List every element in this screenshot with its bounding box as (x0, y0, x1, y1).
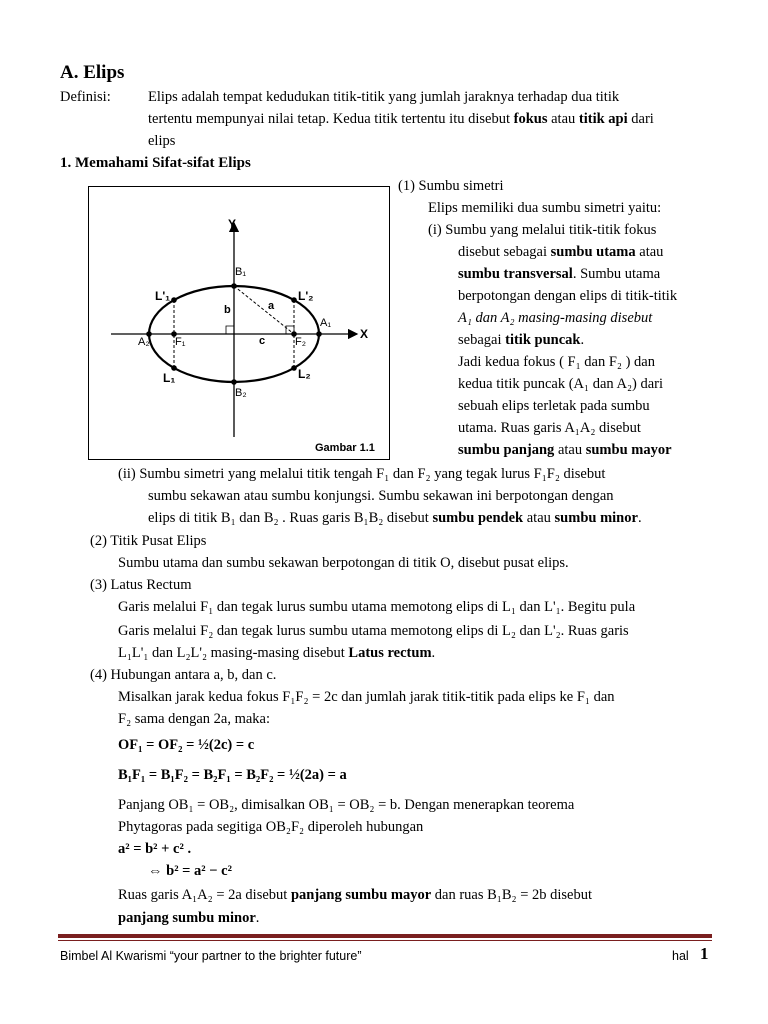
footer-hal: hal (672, 949, 689, 963)
item1-i-line11: sumbu panjang atau sumbu mayor (458, 442, 672, 458)
ellipse-diagram (89, 187, 389, 459)
item1-i-line8: kedua titik puncak (A₁ dan A₂) dari (458, 376, 663, 392)
label-L2p: L'₂ (298, 289, 314, 303)
definition-line3: elips (148, 133, 176, 149)
label-L1p: L'₁ (155, 289, 171, 303)
item1-i-line4: berpotongan dengan elips di titik-titik (458, 288, 678, 304)
point-L1 (171, 365, 177, 371)
item1-head: (1) Sumbu simetri (398, 178, 504, 194)
label-A2: A₂ (138, 336, 150, 348)
item4-head: (4) Hubungan antara a, b, dan c. (90, 667, 277, 683)
item4-line6: panjang sumbu minor. (118, 910, 260, 926)
item1-i-line3: sumbu transversal. Sumbu utama (458, 266, 661, 282)
item1-i-line1: (i) Sumbu yang melalui titik-titik fokus (428, 222, 657, 238)
label-L2: L₂ (298, 367, 311, 381)
section-title: A. Elips (60, 62, 125, 83)
footer-rule-thick (58, 934, 712, 938)
footer-tagline: Bimbel Al Kwarismi “your partner to the brighter future” (60, 949, 362, 963)
label-A1: A₁ (320, 317, 332, 329)
item2-head: (2) Titik Pusat Elips (90, 533, 207, 549)
point-B1 (231, 283, 237, 289)
label-B1: B₁ (235, 266, 247, 278)
figure-caption: Gambar 1.1 (315, 442, 375, 454)
point-B2 (231, 379, 237, 385)
definition-line2: tertentu mempunyai nilai tetap. Kedua titik tertentu itu disebut fokus atau titik api dari (148, 111, 654, 127)
axis-y-label: Y (228, 217, 237, 231)
label-B2: B₂ (235, 387, 247, 399)
item4-eq3: a² = b² + c² . (118, 841, 192, 857)
subsection-title: 1. Memahami Sifat-sifat Elips (60, 155, 251, 171)
item1-ii-line3: elips di titik B₁ dan B₂ . Ruas garis B₁B₂ disebut sumbu pendek atau sumbu minor. (148, 510, 642, 526)
item4-line3: Panjang OB₁ = OB₂, dimisalkan OB₁ = OB₂ = b. Dengan menerapkan teorema (118, 797, 575, 813)
item4-line4: Phytagoras pada segitiga OB₂F₂ diperoleh hubungan (118, 819, 424, 835)
item4-line2: F₂ sama dengan 2a, maka: (118, 711, 271, 727)
item1-i-line2: disebut sebagai sumbu utama atau (458, 244, 664, 260)
item1-i-line9: sebuah elips terletak pada sumbu (458, 398, 650, 414)
item4-line1: Misalkan jarak kedua fokus F₁F₂ = 2c dan jumlah jarak titik-titik pada elips ke F₁ dan (118, 689, 615, 705)
item4-eq2: B₁F₁ = B₁F₂ = B₂F₁ = B₂F₂ = ½(2a) = a (118, 767, 347, 783)
footer-rule-thin (58, 940, 712, 941)
item1-i-line7: Jadi kedua fokus ( F₁ dan F₂ ) dan (458, 354, 655, 370)
item1-ii-line2: sumbu sekawan atau sumbu konjungsi. Sumbu sekawan ini berpotongan dengan (148, 488, 614, 504)
ellipse-figure (88, 186, 390, 460)
item4-eq4: ⇔ b² = a² − c² (148, 863, 232, 879)
label-a: a (268, 300, 275, 312)
axis-x-label: X (360, 327, 369, 341)
definition-label: Definisi: (60, 89, 111, 105)
item1-intro: Elips memiliki dua sumbu simetri yaitu: (428, 200, 662, 216)
page-number: 1 (700, 944, 709, 963)
segment-a (234, 286, 294, 334)
definition-line1: Elips adalah tempat kedudukan titik-titik yang jumlah jaraknya terhadap dua titik (148, 89, 620, 105)
label-L1: L₁ (163, 371, 176, 385)
point-L2 (291, 365, 297, 371)
item3-line3: L₁L'₁ dan L₂L'₂ masing-masing disebut Latus rectum. (118, 645, 436, 661)
item3-line2: Garis melalui F₂ dan tegak lurus sumbu utama memotong elips di L₂ dan L'₂. Ruas garis (118, 623, 629, 639)
item3-head: (3) Latus Rectum (90, 577, 192, 593)
point-L2p (291, 297, 297, 303)
point-L1p (171, 297, 177, 303)
item1-ii-line1: (ii) Sumbu simetri yang melalui titik tengah F₁ dan F₂ yang tegak lurus F₁F₂ disebut (118, 466, 606, 482)
label-c: c (259, 335, 266, 347)
label-F2: F₂ (295, 336, 306, 348)
item4-line5: Ruas garis A₁A₂ = 2a disebut panjang sumbu mayor dan ruas B₁B₂ = 2b disebut (118, 887, 593, 903)
label-b: b (224, 304, 231, 316)
item3-line1: Garis melalui F₁ dan tegak lurus sumbu utama memotong elips di L₁ dan L'₁. Begitu pula (118, 599, 636, 615)
right-angle-mark (226, 326, 234, 334)
point-A1 (316, 331, 322, 337)
item1-i-line10: utama. Ruas garis A₁A₂ disebut (458, 420, 641, 436)
label-F1: F₁ (175, 336, 186, 348)
item1-i-line6: sebagai titik puncak. (458, 332, 585, 348)
item4-eq1: OF₁ = OF₂ = ½(2c) = c (118, 737, 255, 753)
item1-i-line5: A₁ dan A₂ masing-masing disebut (458, 310, 653, 326)
item2-text: Sumbu utama dan sumbu sekawan berpotongan di titik O, disebut pusat elips. (118, 555, 569, 571)
